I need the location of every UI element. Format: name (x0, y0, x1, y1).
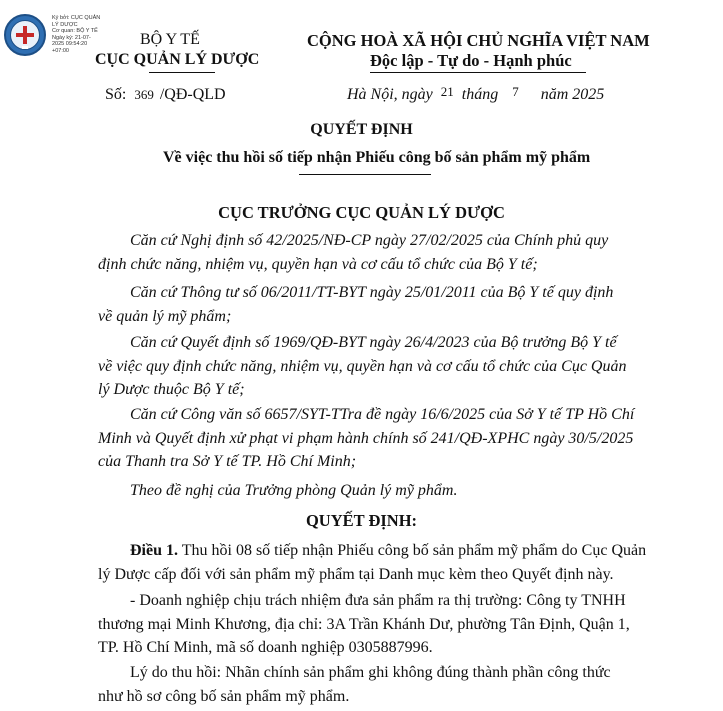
proposal-paragraph: Theo đề nghị của Trưởng phòng Quản lý mỹ phẩm. (130, 482, 458, 499)
document-subject: Về việc thu hồi số tiếp nhận Phiếu công bố sản phẩm mỹ phẩm (163, 149, 591, 166)
basis-paragraph: Căn cứ Nghị định số 42/2025/NĐ-CP ngày 27/02/2025 của Chính phủ quy định chức năng, nhiệm vụ, quyền hạn và cơ cấu tổ chức của Bộ Y tế; (98, 232, 609, 273)
article-1-label: Điều 1. (130, 542, 178, 559)
ministry-name: BỘ Y TẾ (140, 31, 200, 48)
department-name: CỤC QUẢN LÝ DƯỢC (95, 51, 260, 68)
document-number: Số: 369 /QĐ-QLD (105, 86, 226, 103)
subject-underline (299, 174, 431, 175)
basis-paragraph: Căn cứ Thông tư số 06/2011/TT-BYT ngày 25/01/2011 của Bộ Y tế quy định về quản lý mỹ phẩm; (98, 284, 614, 325)
national-motto: Độc lập - Tự do - Hạnh phúc (370, 51, 572, 70)
department-underline (149, 72, 215, 73)
reason-paragraph: Lý do thu hồi: Nhãn chính sản phẩm ghi không đúng thành phần công thức như hồ sơ công bố sản phẩm mỹ phẩm. (98, 664, 611, 705)
document-title: QUYẾT ĐỊNH (310, 121, 413, 138)
basis-paragraph: Căn cứ Quyết định số 1969/QĐ-BYT ngày 26/4/2023 của Bộ trưởng Bộ Y tế về việc quy định chức năng, nhiệm vụ, quyền hạn và cơ cấu tổ chức của Cục Quản lý Dược thuộc Bộ Y tế; (98, 334, 627, 398)
digital-signature-block: Ký bởi: CỤC QUẢN LÝ DƯỢC Cơ quan: BỘ Y TẾ Ngày ký: 21-07- 2025 09:54:20 +07:00 (52, 15, 101, 54)
enterprise-paragraph: - Doanh nghiệp chịu trách nhiệm đưa sản phẩm ra thị trường: Công ty TNHH thương mại Minh Khương, địa chỉ: 3A Trần Khánh Dư, phường Tân Định, Quận 1, TP. Hồ Chí Minh, mã số doanh nghiệp 0305887996. (98, 592, 630, 656)
article-1: Điều 1. Thu hồi 08 số tiếp nhận Phiếu công bố sản phẩm mỹ phẩm do Cục Quản lý Dược cấp đối với sản phẩm mỹ phẩm tại Danh mục kèm theo Quyết định này. (98, 542, 647, 583)
nation-name: CỘNG HOÀ XÃ HỘI CHỦ NGHĨA VIỆT NAM (307, 31, 650, 50)
ministry-seal-icon (4, 14, 46, 56)
decision-heading: QUYẾT ĐỊNH: (305, 511, 418, 530)
motto-underline (370, 72, 586, 73)
basis-paragraph: Căn cứ Công văn số 6657/SYT-TTra đề ngày 16/6/2025 của Sở Y tế TP Hồ Chí Minh và Quyết định xử phạt vi phạm hành chính số 241/QĐ-XPHC ngày 30/5/2025 của Thanh tra Sở Y tế TP. Hồ Chí Minh; (98, 406, 635, 470)
authority-heading: CỤC TRƯỞNG CỤC QUẢN LÝ DƯỢC (218, 203, 505, 222)
document-date: Hà Nội, ngày 21 tháng 7 năm 2025 (347, 84, 605, 103)
